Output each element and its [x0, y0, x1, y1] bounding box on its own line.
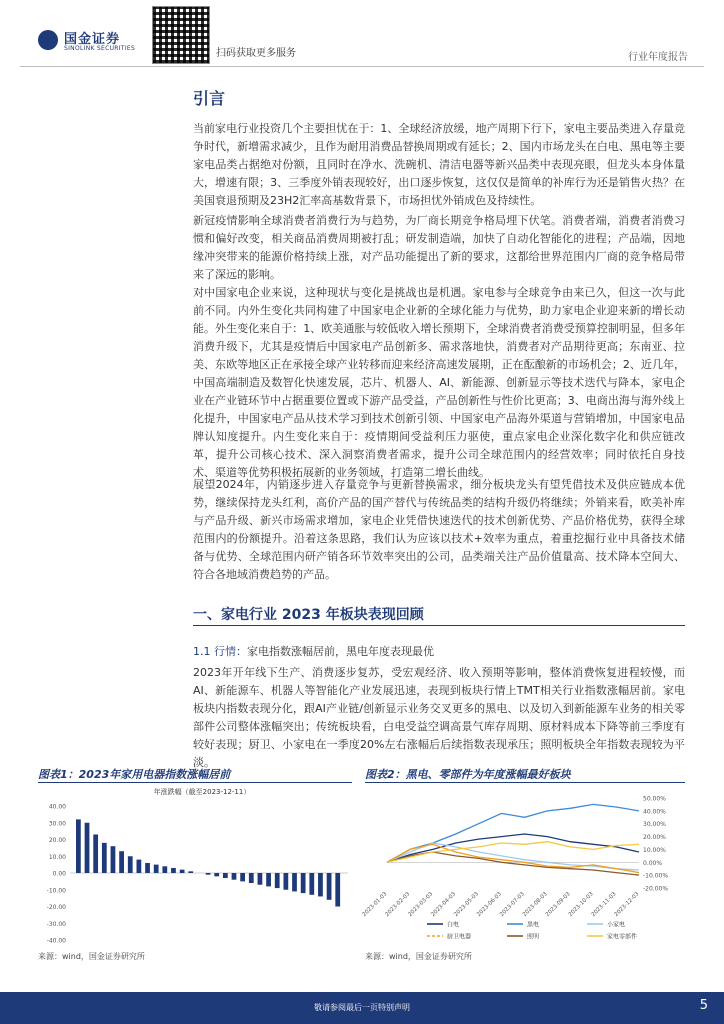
figure1-bar — [171, 868, 176, 873]
figure1-bar — [206, 873, 211, 875]
figure1-bar — [85, 823, 90, 873]
subsection-text: 家电指数涨幅居前，黑电年度表现最优 — [247, 645, 434, 658]
figure2-ytick-label: 10.00% — [643, 846, 666, 854]
figure1-ytick-label: 40.00 — [48, 803, 66, 811]
figure2-ytick-label: 30.00% — [643, 821, 666, 829]
figure2-xtick-label: 2023-10-03 — [567, 891, 595, 919]
figure1-bar — [327, 873, 332, 900]
intro-title: 引言 — [193, 89, 226, 108]
figure1-label: 图表1：2023年家用电器指数涨幅居前 — [38, 768, 231, 781]
figure2-xtick-label: 2023-06-03 — [476, 891, 503, 919]
figure1-bar — [188, 871, 193, 873]
figure2-xtick-label: 2023-01-03 — [361, 891, 389, 919]
intro-paragraph-1: 当前家电行业投资几个主要担忧在于：1、全球经济放缓，地产周期下行下，家电主要品类进入存量竞争时代，新增需求减少，且作为耐用消费品替换周期或有延长；2、国内市场龙头在白电、黑电等主要家电品类占据绝对份额，且同时在净水、洗碗机、清洁电器等新兴品类中表现亮眼，但龙头本身体量大，增速有限；3、三季度外销表现较好，出口逐步恢复，这仅仅是简单的补库行为还是销售火热？在美国衰退预期及23H2汇率高基数背景下，市场担忧外销成色及持续性。 — [193, 122, 685, 207]
figure1-ytick-label: 0.00 — [52, 870, 66, 878]
figure1-bar — [301, 873, 306, 893]
header-divider — [20, 66, 704, 67]
figure2-ytick-label: -10.00% — [643, 872, 669, 880]
figure2-legend-label: 黑电 — [527, 921, 540, 929]
figure1-chart-title: 年涨跌幅（截至2023-12-11） — [153, 788, 251, 796]
section-title: 一、家电行业 2023 年板块表现回顾 — [193, 607, 424, 623]
figure2-xtick-label: 2023-11-03 — [590, 891, 618, 919]
figure2-legend-label: 家电零部件 — [607, 933, 638, 941]
figure1-bar — [102, 843, 107, 873]
qr-code-icon[interactable] — [152, 6, 210, 64]
figure1-bar — [93, 834, 98, 873]
figure2-xtick-label: 2023-07-03 — [499, 891, 526, 919]
figure2-xtick-label: 2023-09-03 — [544, 891, 572, 919]
footer-disclaimer: 敬请参阅最后一页特别声明 — [314, 1003, 410, 1012]
sinolink-logo-icon — [38, 30, 58, 50]
figure1-bar — [266, 873, 271, 886]
intro-paragraph-2: 新冠疫情影响全球消费者消费行为与趋势，为厂商长期竞争格局埋下伏笔。消费者端，消费者消费习惯和偏好改变，相关商品消费周期被打乱；研发制造端，加快了自动化智能化的进程；产品端，因地缘冲突带来的能源价格持续上涨，对产品功能提出了新的要求，这都给世界范围内厂商的竞争格局带来了深远的影响。 — [193, 214, 685, 281]
figure1-bar — [128, 856, 133, 873]
figure2-source: 来源：wind，国金证券研究所 — [365, 952, 472, 961]
figure1-ytick-label: -40.00 — [46, 937, 66, 945]
figure1-bar — [137, 860, 142, 873]
section-paragraph: 2023年开年线下生产、消费逐步复苏，受宏观经济、收入预期等影响，整体消费恢复进程较慢，而AI、新能源车、机器人等智能化产业发展迅速，表现到板块行情上TMT相关行业指数涨幅居前。家电板块内指数表现分化，跟AI产业链/创新显示业务交叉更多的黑电、以及切入到新能源车业务的相关零部件公司整体涨幅突出；传统板块看，白电受益空调高景气库存周期、原材料成本下降等前三季度有较好表现；厨卫、小家电在一季度20%左右涨幅后后续指数表现承压；照明板块全年指数表现较为平淡。 — [193, 666, 685, 769]
figure2-chart — [361, 784, 685, 948]
subsection-title — [193, 643, 434, 659]
figure1-ytick-label: 30.00 — [48, 820, 66, 828]
figure1-rule — [38, 782, 352, 783]
figure2-ytick-label: 40.00% — [643, 808, 666, 816]
figure1-bar — [232, 873, 237, 880]
figure2-ytick-label: 0.00% — [643, 859, 663, 867]
figure2-ytick-label: -20.00% — [643, 885, 669, 893]
figure1-ytick-label: -10.00 — [46, 887, 66, 895]
figure1-bar — [258, 873, 263, 885]
figure2-xtick-label: 2023-05-03 — [453, 891, 481, 919]
figure1-bar — [111, 846, 116, 873]
figure2-ytick-label: 50.00% — [643, 795, 666, 803]
logo-en-text: SINOLINK SECURITIES — [64, 45, 136, 52]
figure1-bar — [275, 873, 280, 888]
figure2-rule — [365, 782, 685, 783]
qr-caption: 扫码获取更多服务 — [216, 48, 296, 59]
figure2-xtick-label: 2023-08-03 — [521, 891, 549, 919]
intro-paragraph-3: 对中国家电企业来说，这种现状与变化是挑战也是机遇。家电参与全球竞争由来已久，但这一次与此前不同。内外生变化共同构建了中国家电企业新的全球化能力与优势，助力家电企业迎来新的增长动能。外生变化来自于：1、欧美通胀与较低收入增长预期下，全球消费者消费受预算控制明显，但多年消费升级下，尤其是疫情后中国家电产品创新多、需求落地快，消费者对产品期待更高；东南亚、拉美、东欧等地区正在承接全球产业转移而迎来经济高速发展期，正在酝酿新的市场机会；2、近几年，中国高端制造及数智化快速发展，芯片、机器人、AI、新能源、创新显示等技术迭代与降本，家电企业在产业链环节中占据重要位置或下游产品受益，产品创新性与性价比更高；3、电商出海与海外线上化提升，中国家电产品从技术学习到技术创新引领、中国家电产品海外渠道与营销增加，中国家电品牌认知度提升。内生变化来自于：疫情期间受益利压力驱使，重点家电企业深化数字化和供应链改革，提升公司核心技术、深入洞察消费者需求，提升公司全球范围内的经营效率；同时依托自身技术、渠道等优势积极拓展新的业务领域，打造第二增长曲线。 — [193, 286, 685, 479]
logo-cn-text: 国金证券 — [64, 32, 121, 47]
figure1-ytick-label: -30.00 — [46, 920, 66, 928]
figure1-bar — [240, 873, 245, 881]
figure1-source: 来源：wind，国金证券研究所 — [38, 952, 145, 961]
figure1-bar — [292, 873, 297, 891]
page-number: 5 — [699, 998, 708, 1013]
figure2-legend-label: 白电 — [447, 921, 460, 929]
figure1-ytick-label: 20.00 — [48, 837, 66, 844]
figure1-bar — [335, 873, 340, 907]
figure2-xtick-label: 2023-02-03 — [384, 891, 412, 919]
figure1-bar — [162, 866, 167, 873]
figure1-bar — [249, 873, 254, 883]
figure1-bar — [214, 873, 219, 876]
figure2-xtick-label: 2023-04-03 — [430, 891, 458, 919]
figure1-bar — [76, 819, 81, 873]
figure1-bar — [283, 873, 288, 890]
section-divider — [193, 625, 685, 626]
figure2-label: 图表2：黑电、零部件为年度涨幅最好板块 — [365, 768, 571, 781]
figure2-series-line — [387, 852, 639, 875]
figure1-bar — [119, 851, 124, 873]
figure1-bar — [154, 865, 159, 873]
figure2-legend-label: 照明 — [527, 933, 540, 941]
subsection-number: 1.1 行情： — [193, 645, 247, 658]
figure1-ytick-label: -20.00 — [46, 904, 66, 911]
intro-paragraph-4: 展望2024年，内销逐步进入存量竞争与更新替换需求，细分板块龙头有望凭借技术及供应链成本优势，继续保持龙头红利，高价产品的国产替代与传统品类的结构升级仍将继续；外销来看，欧美补库与产品升级、新兴市场需求增加，家电企业凭借快速迭代的技术创新优势、产品价格优势，获得全球范围内的份额提升。沿着这条思路，我们认为应该以技术+效率为重点，着重挖掘行业中具备技术储备与优势、全球范围内研产销各环节效率突出的公司，品类端关注产品价值量高、技术降本空间大、符合各地域消费趋势的产品。 — [193, 478, 685, 581]
figure2-ytick-label: 20.00% — [643, 834, 666, 842]
figure1-bar — [223, 873, 228, 878]
figure1-chart — [38, 784, 352, 946]
report-type-label: 行业年度报告 — [628, 52, 688, 63]
figure1-bar — [180, 870, 185, 873]
figure2-xtick-label: 2023-12-03 — [613, 891, 641, 919]
figure2-legend-label: 小家电 — [607, 921, 626, 929]
figure1-ytick-label: 10.00 — [48, 853, 66, 861]
figure1-bar — [318, 873, 323, 896]
figure2-xtick-label: 2023-03-03 — [407, 891, 435, 919]
figure1-bar — [145, 863, 150, 873]
figure2-legend-label: 厨卫电器 — [447, 933, 472, 941]
figure1-bar — [309, 873, 314, 895]
